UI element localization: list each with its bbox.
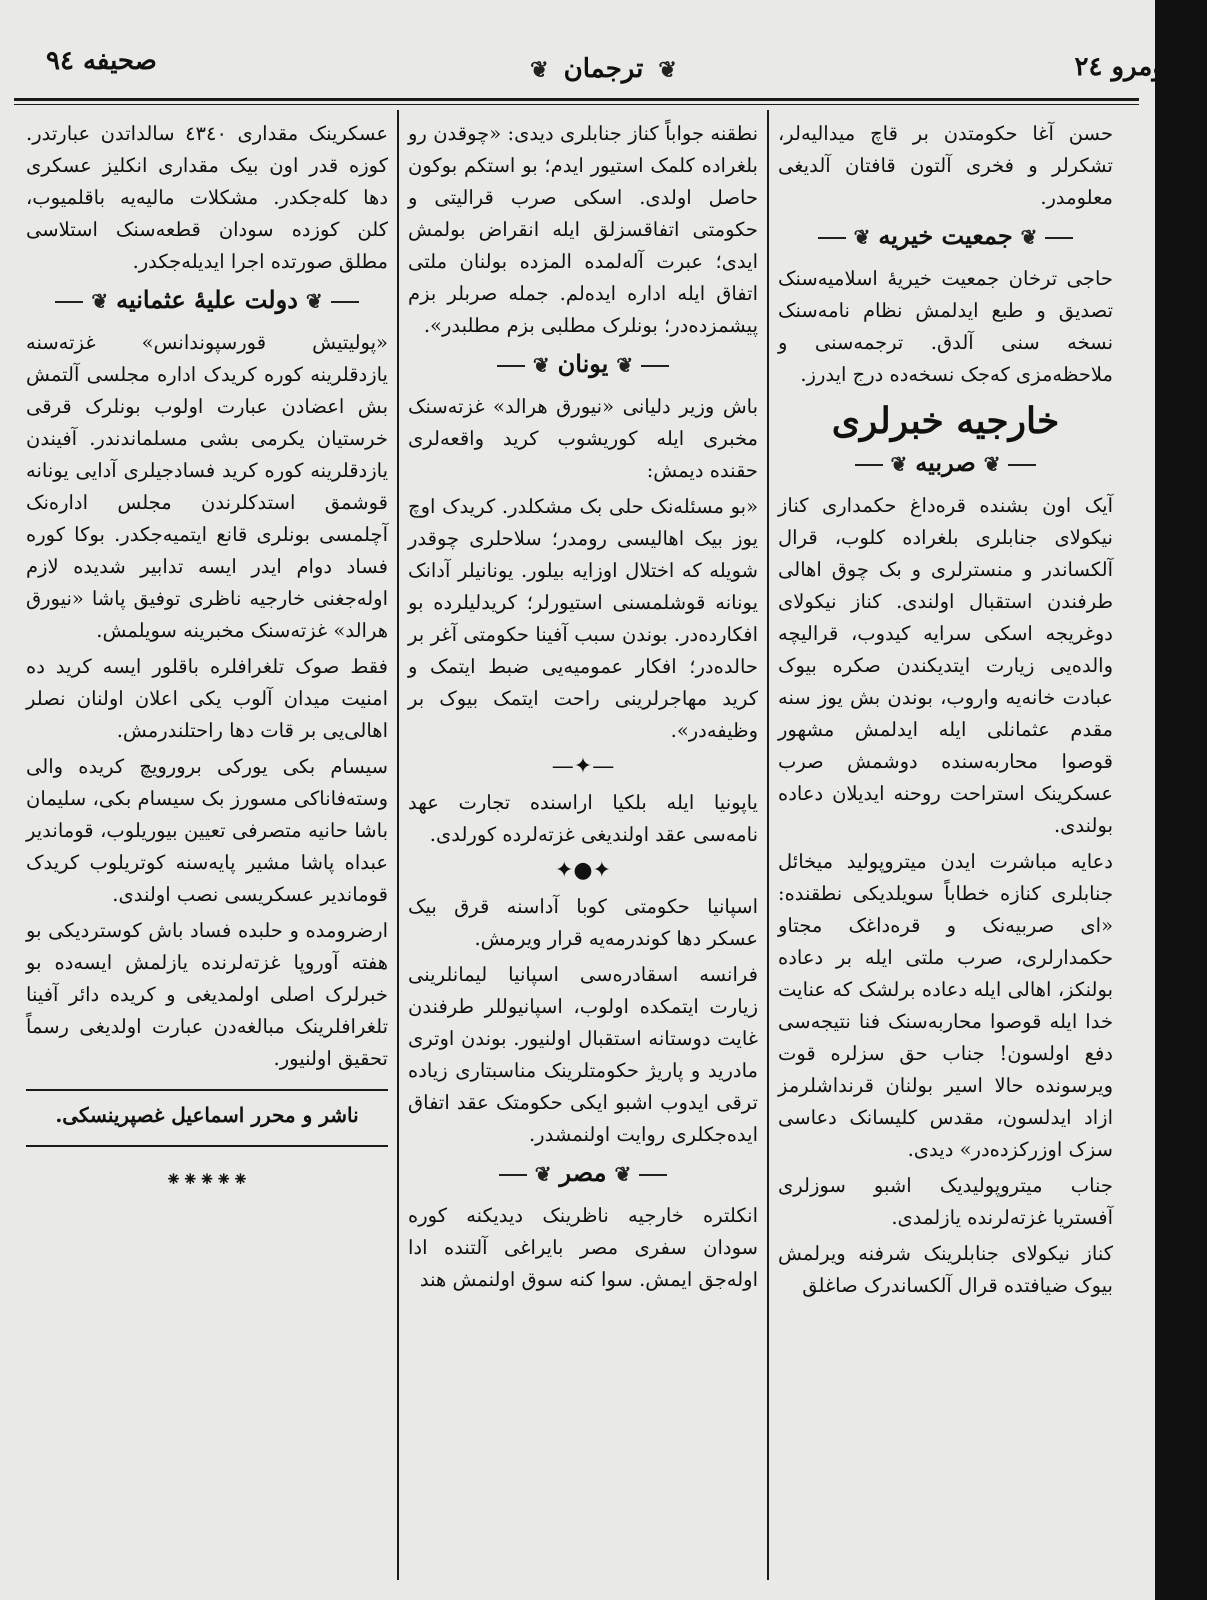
section-heading: ❦جمعیت خیریه❦	[778, 220, 1113, 253]
article-paragraph: فرانسه اسقادره‌سی اسپانیا لیمانلرینی زیارت ایتمکده اولوب، اسپانیوللر طرفندن غایت دوستانه استقبال اولنیور. بوندن اوتری مادرید و پاریژ حکومتلرینک مناسبتاری زیاده ترقی ایدوب اشبو ایکی حکومتک عقد اتفاق ایده‌جکلری روایت اولنمشدر.	[408, 963, 758, 1146]
article-paragraph: باش وزیر دلیانی «نیورق هرالد» غزته‌سنک مخبری ایله کوریشوب کرید واقعه‌لری حقنده دیمش:	[408, 395, 758, 482]
page-number: صحیفه ۹٤	[46, 46, 157, 76]
page-margin	[1155, 0, 1207, 1600]
article-paragraph: «پولیتیش قورسپوندانس» غزته‌سنه یازدقلرینه کوره کریدک اداره مجلسی آلتمش بش اعضادن عبارت اولوب بونلرک قرقی خرستیان یکرمی بشی مسلماندندر. آفیندن یازدقلرینه کوره کرید فسادجیلری آدایی یونانه قوشمق استدکلرندن مجلس اداره‌نک آچلمسی بونلری قانع ایتمیه‌جکدر. بوکا کوره فساد دوام ایدر ایسه تدابیر شدیده لازم اوله‌جغنی خارجیه ناظری توفیق پاشا «نیورق هرالد» غزته‌سنک مخبرینه سویلمش.	[26, 331, 388, 642]
article-paragraph: سیسام بکی یورکی برورویچ کریده والی وسته‌فاناکی مسورز بک سیسام بکی، سلیمان باشا حانیه متصرفی تعیین بیوریلوب، قوماندیر عبداه پاشا مشیر پایه‌سنه کوتریلوب کریدک قوماندیر عسکریسی نصب اولندی.	[26, 755, 388, 906]
column-divider	[397, 110, 399, 1580]
article-paragraph: یاپونیا ایله بلکیا اراسنده تجارت عهد نامه‌سی عقد اولندیغی غزته‌لرده کورلدی.	[408, 791, 758, 846]
column-middle	[408, 118, 758, 1300]
article-paragraph: عسکرینک مقداری ٤۳٤۰ سالداتدن عبارتدر. کوزه قدر اون بیک مقداری انکلیز عسکری دها کله‌جکدر. مشکلات مالیه‌یه باقلمیوب، کلن کوزده سودان قطعه‌سنک استلاسی مطلق صورتده اجرا ایدیله‌جکدر.	[26, 122, 388, 273]
article-paragraph: انکلتره خارجیه ناظرینک دیدیکنه کوره سودان سفری مصر بایراغی آلتنده ادا اوله‌جق ایمش. سوا کنه سوق اولنمش هند	[408, 1204, 758, 1291]
column-left	[26, 118, 388, 1195]
article-paragraph: جناب میتروپولیدیک اشبو سوزلری آفستریا غزته‌لرنده یازلمدی.	[778, 1174, 1113, 1229]
newspaper-title	[14, 54, 1193, 84]
article-paragraph: آیک اون بشنده قره‌داغ حکمداری کناز نیکولای جنابلری بلغراده کلوب، قرال آلکساندر و منسترلری و بک چوق اهالی طرفندن استقبال اولندی. کناز نیکولای دوغریجه اسکی سرایه کیدوب، قرالیچه والده‌یی زیارت ایتدیکندن صکره بیوک عبادت خانه‌یه واروب، بوندن بش یوز سنه مقدم عثمانلی ایله ایدلمش مشهور قوصوا محاربه‌سنده دوشمش صرب عسکرینک استراحت روحنه ایدیلان دعاده بولندی.	[778, 494, 1113, 837]
article-paragraph: «بو مسئله‌نک حلی بک مشکلدر. کریدک اوچ یوز بیک اهالیسی رومدر؛ سلاحلری چوقدر شویله که اختلال اوزایه بیلور. یونانیلر آدانک یونانه قوشلمسنی استیورلر؛ کریدلیلرده بو افکارده‌در. بوندن سبب آفینا حکومتی آغر بر حالده‌در؛ افکار عمومیه‌یی ضبط ایتمک و کرید مهاجرلرینی راحت ایتمک بیوک بر وظیفه‌در».	[408, 495, 758, 742]
masthead	[14, 38, 1193, 88]
ornament-icon: ❦	[530, 57, 549, 83]
stars-ornament: ⁕⁕⁕⁕⁕	[165, 1167, 249, 1191]
issue-number: نومرو ۲٤	[1074, 52, 1173, 82]
article-paragraph: دعایه مباشرت ایدن میتروپولید میخائل جنابلری کنازه خطاباً سویلدیکی نطقنده: «ای صربیه‌نک و قره‌داغک مجتاو حکمدارلری، صرب ملتی ایله بر دعاده بولنکز، اهالی ایله دعاده برلشک که عنایت خدا ایله قوصوا محاربه‌سنک فنا نتیجه‌سی دفع اولسون! جناب حق سزلره قوت ویرسونده حالا اسیر بولنان قرنداشلرمز ازاد ایدلسون، مقدس کلیسانک دعاسی سزک اوزرکزده‌در» دیدی.	[778, 850, 1113, 1161]
section-heading: ❦یونان❦	[408, 348, 758, 381]
section-heading: ❦مصر❦	[408, 1157, 758, 1190]
article-paragraph: ارضرومده و حلبده فساد باش کوستردیکی بو هفته آوروپا غزته‌لرنده یازلمش ایسه‌ده بو خبرلرک اصلی اولمدیغی و کریده دائر آفینا تلغرافلرینک مبالغه‌دن عبارت اولدیغی رسماً تحقیق اولنیور.	[26, 919, 388, 1070]
column-divider	[767, 110, 769, 1580]
section-heading: ❦دولت علیهٔ عثمانیه❦	[26, 284, 388, 317]
newspaper-title-text: ترجمان	[563, 54, 644, 84]
header-rule-thin	[14, 104, 1139, 105]
section-title: خارجیه خبرلری	[831, 400, 1060, 442]
footer-rule	[26, 1145, 388, 1147]
article-paragraph: اسپانیا حکومتی کوبا آداسنه قرق بیک عسکر دها کوندرمه‌یه قرار ویرمش.	[408, 895, 758, 950]
separator-ornament: —✦—	[551, 754, 615, 779]
section-heading: ❦صربیه❦	[778, 447, 1113, 480]
separator-ornament: ✦●✦	[554, 858, 612, 883]
article-paragraph: حاجی ترخان جمعیت خیریهٔ اسلامیه‌سنک تصدیق و طبع ایدلمش نظام نامه‌سنک نسخه سنی آلدق. ترجمه‌سنی و ملاحظه‌مزی که‌جک نسخه‌ده درج ایدرز.	[778, 267, 1113, 386]
article-paragraph: حسن آغا حکومتدن بر قاچ میدالیه‌لر، تشکرلر و فخری آلتون قافتان آلدیغی معلومدر.	[778, 122, 1113, 209]
article-paragraph: کناز نیکولای جنابلرینک شرفنه ویرلمش بیوک ضیافتده قرال آلکساندرک صاغلق	[778, 1242, 1113, 1297]
ornament-icon: ❦	[658, 57, 677, 83]
header-rule	[14, 98, 1139, 101]
publisher-line: ناشر و محرر اسماعیل غصپرینسکی.	[55, 1103, 359, 1127]
column-right	[778, 118, 1113, 1306]
article-paragraph: نطقنه جواباً کناز جنابلری دیدی: «چوقدن رو بلغراده کلمک استیور ایدم؛ بو استکم بوکون حاصل اولدی. اسکی صرب قرالیتی و حکومتی اتفاقسزلق ایله انقراض بولمش ایدی؛ عبرت آله‌لمده المزده بولنان ملتی اتفاق ایله اداره ایده‌لم. جمله صربلر بزم پیشمزده‌در؛ بونلرک مطلبی بزم مطلبدر».	[408, 122, 758, 337]
footer-rule	[26, 1089, 388, 1091]
article-paragraph: فقط صوک تلغرافلره باقلور ایسه کرید ده امنیت میدان آلوب یکی اعلان اولنان نصلر اهالی‌یی بر قات دها راحتلندرمش.	[26, 655, 388, 742]
